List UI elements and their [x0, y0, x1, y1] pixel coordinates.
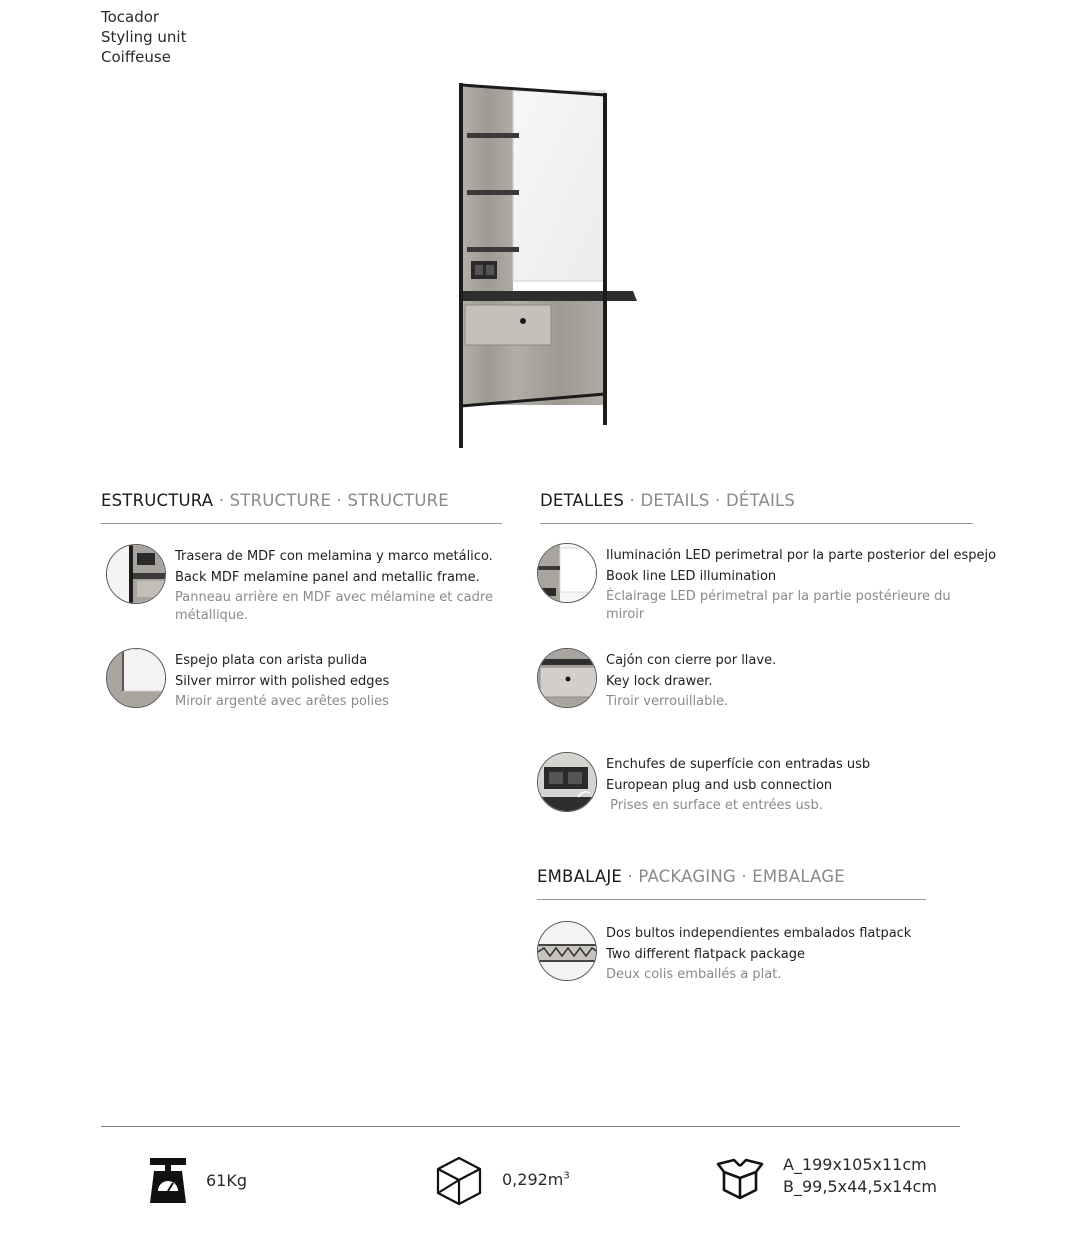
section-subtitle-en: STRUCTURE [229, 491, 332, 510]
section-subtitle-fr: DÉTAILS [725, 491, 796, 510]
led-light-icon [537, 543, 597, 603]
feature-text-fr: Éclairage LED périmetral par la partie postérieure du miroir [606, 589, 951, 622]
specs-divider [101, 1126, 960, 1127]
feature-text-es: Espejo plata con arista pulida [175, 653, 368, 668]
volume-value [502, 1170, 570, 1189]
feature-text-en: Silver mirror with polished edges [175, 674, 390, 689]
scale-icon [148, 1157, 188, 1205]
section-subtitle-fr: STRUCTURE [347, 491, 449, 510]
volume-exponent: 3 [563, 1170, 570, 1182]
volume-number: 0,292m [502, 1170, 564, 1189]
section-detalles [540, 489, 973, 524]
section-divider [540, 523, 973, 524]
feature-text-es: Trasera de MDF con melamina y marco metálico. [175, 549, 493, 564]
package-b: B_99,5x44,5x14cm [783, 1177, 937, 1196]
feature-text-fr: Miroir argenté avec arêtes polies [175, 694, 389, 709]
product-title [101, 7, 186, 67]
drawer-icon [537, 648, 597, 708]
section-header: ESTRUCTURA · STRUCTURE · STRUCTURE [101, 491, 449, 510]
feature-text-en: Back MDF melamine panel and metallic frame. [175, 570, 480, 585]
box-icon [716, 1158, 764, 1200]
feature-text-en: Book line LED illumination [606, 569, 777, 584]
section-header: EMBALAJE · PACKAGING · EMBALAGE [537, 867, 845, 886]
feature-text-en: European plug and usb connection [606, 778, 833, 793]
weight-value: 61Kg [206, 1171, 248, 1190]
feature-text-en: Two different flatpack package [606, 947, 806, 962]
feature-text-fr: Tiroir verrouillable. [606, 694, 729, 709]
section-embalaje [537, 865, 926, 900]
product-illustration [425, 75, 655, 465]
back-panel-icon [106, 544, 166, 604]
feature-text-fr: Panneau arrière en MDF avec mélamine et cadre métallique. [175, 590, 493, 623]
feature-text-es: Enchufes de superfície con entradas usb [606, 757, 871, 772]
cube-icon [436, 1156, 482, 1206]
section-divider [537, 899, 926, 900]
feature-text-fr: Prises en surface et entrées usb. [606, 798, 823, 813]
section-subtitle-en: DETAILS [640, 491, 710, 510]
section-estructura [101, 489, 502, 524]
feature-text-en: Key lock drawer. [606, 674, 713, 689]
feature-text-es: Iluminación LED perimetral por la parte posterior del espejo [606, 548, 997, 563]
title-es: Tocador [101, 8, 160, 26]
flatpack-icon [537, 921, 597, 981]
section-divider [101, 523, 502, 524]
title-fr: Coiffeuse [101, 48, 171, 66]
section-title: ESTRUCTURA [101, 491, 214, 510]
section-subtitle-en: PACKAGING [638, 867, 736, 886]
title-en: Styling unit [101, 28, 187, 46]
feature-text-fr: Deux colis emballés a plat. [606, 967, 782, 982]
section-subtitle-fr: EMBALAGE [752, 867, 845, 886]
mirror-icon [106, 648, 166, 708]
section-title: DETALLES [540, 491, 625, 510]
section-title: EMBALAJE [537, 867, 623, 886]
section-header: DETALLES · DETAILS · DÉTAILS [540, 491, 796, 510]
package-dimensions [783, 1154, 937, 1198]
plug-icon [537, 752, 597, 812]
feature-text-es: Dos bultos independientes embalados flatpack [606, 926, 912, 941]
package-a: A_199x105x11cm [783, 1155, 927, 1174]
feature-text-es: Cajón con cierre por llave. [606, 653, 777, 668]
